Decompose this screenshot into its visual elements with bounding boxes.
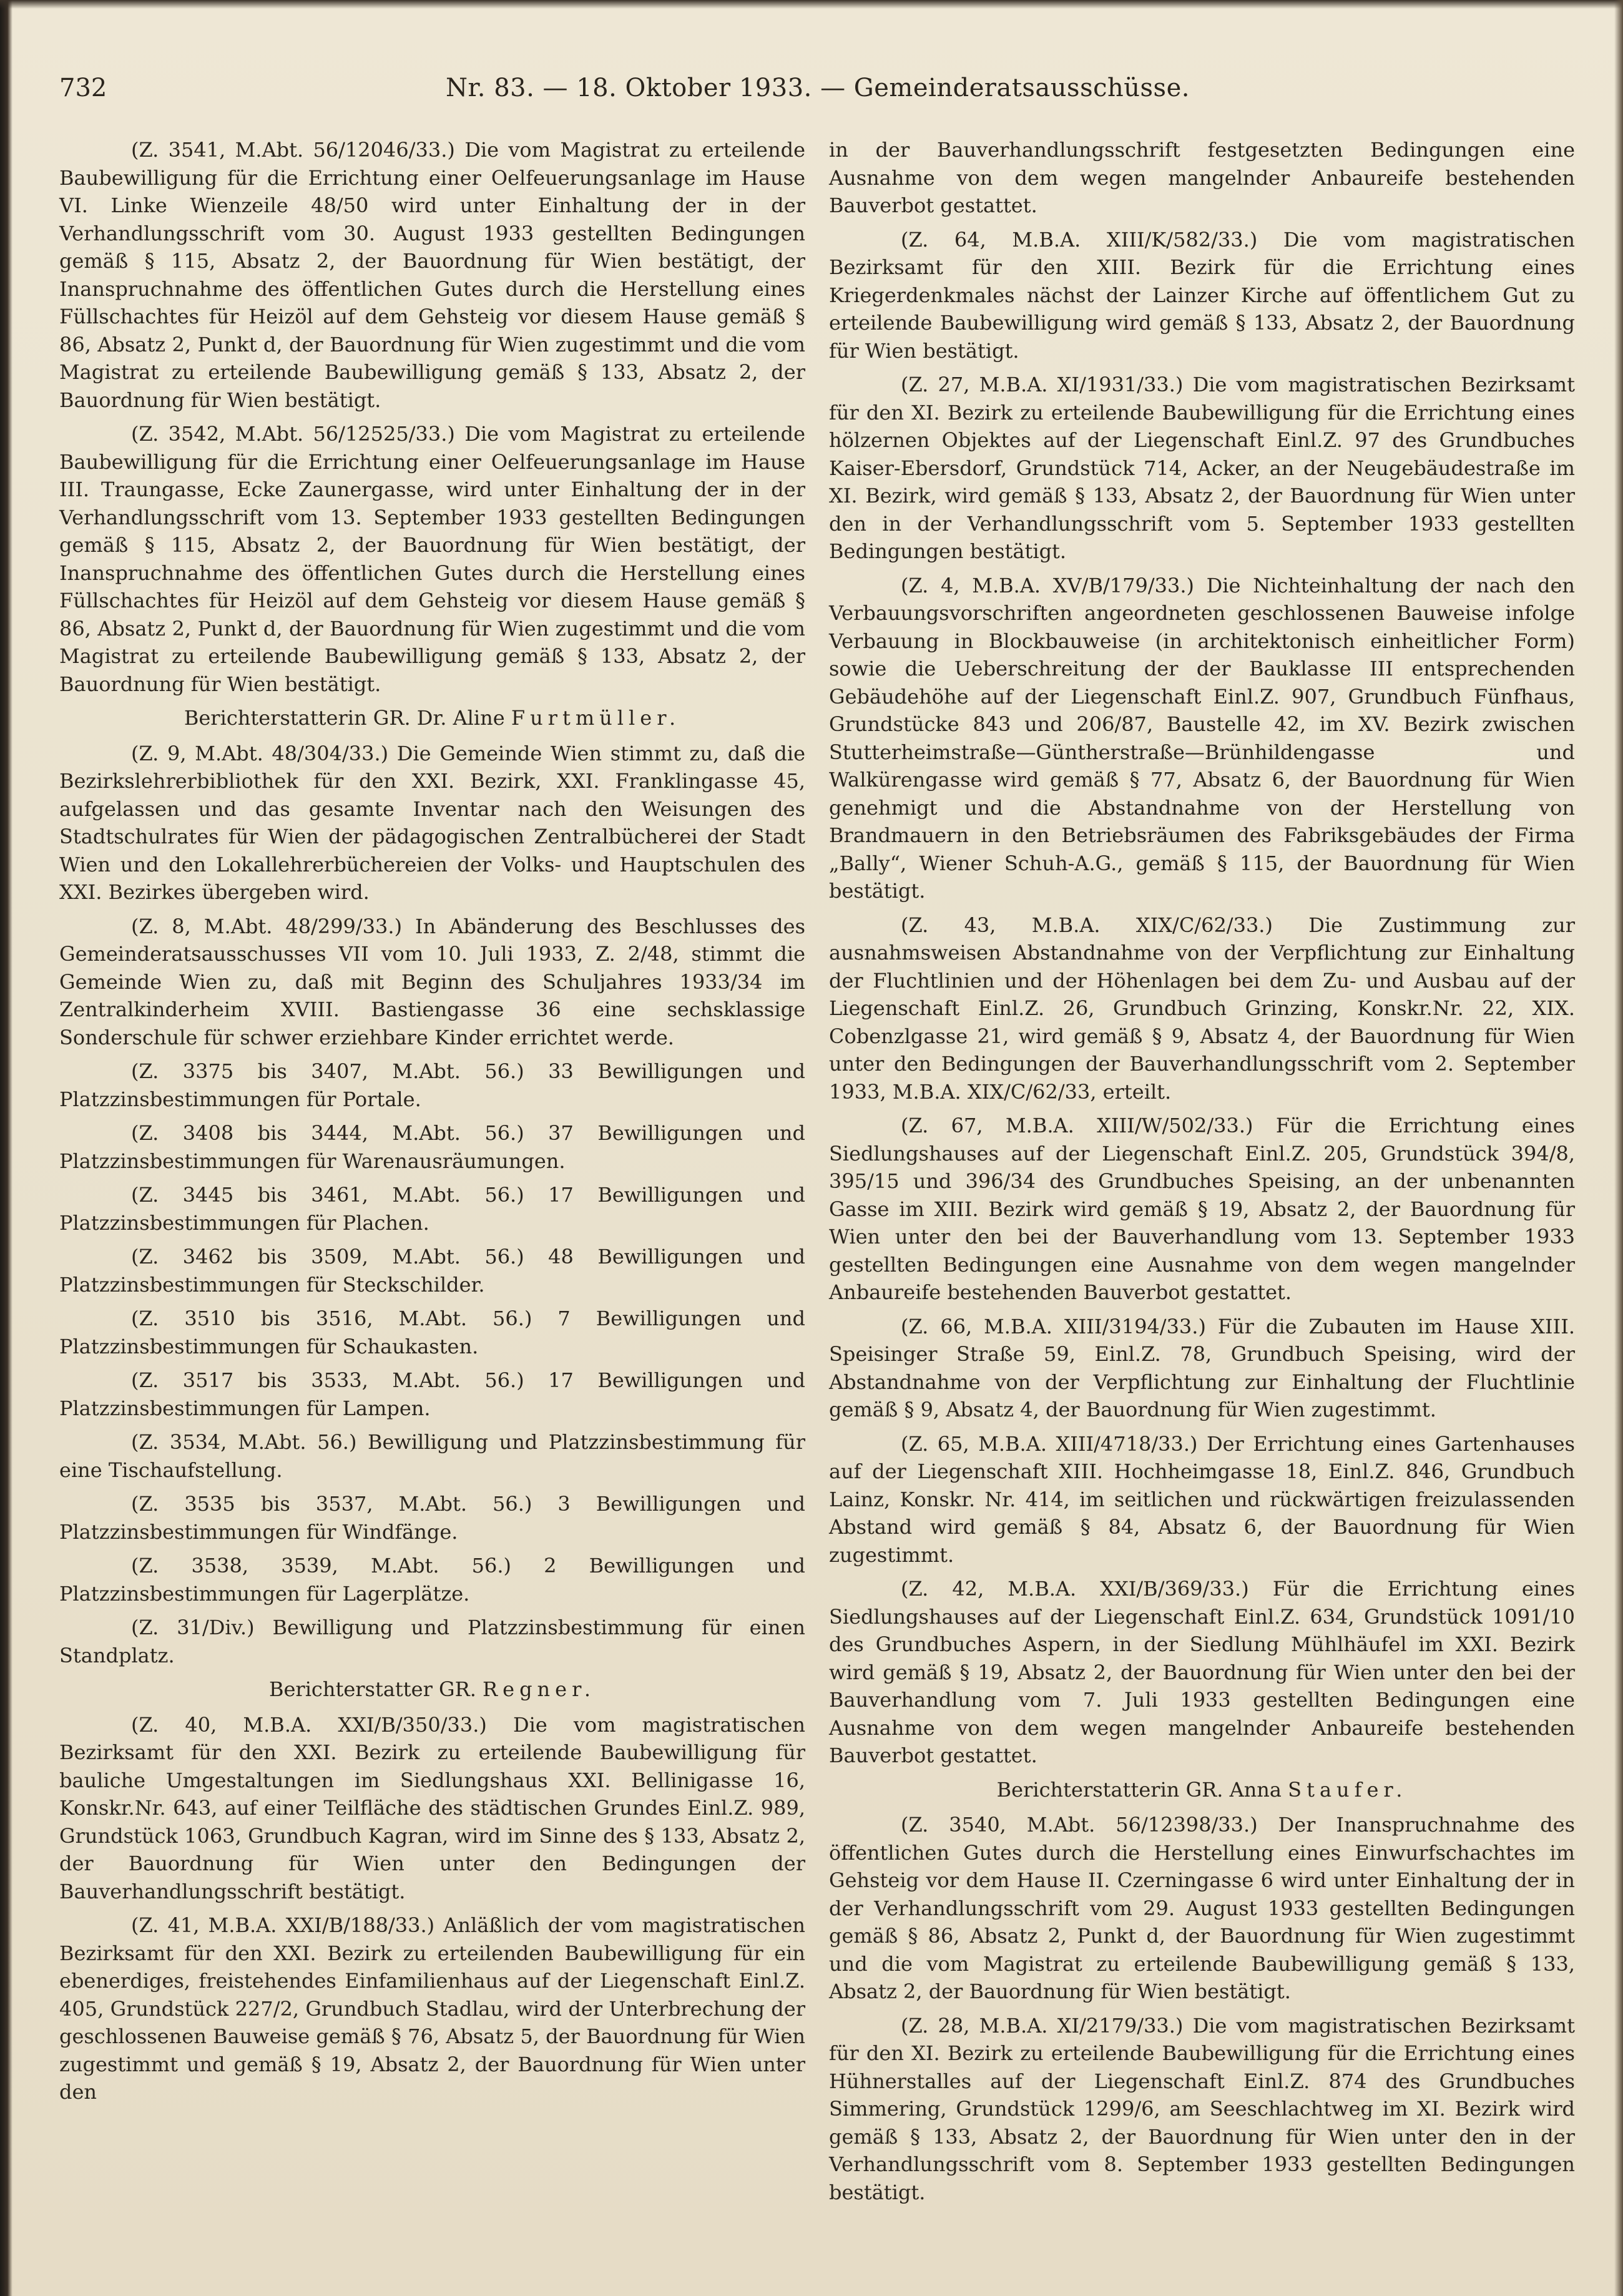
rapporteur-prefix: Berichterstatterin GR. Dr. Aline [184, 706, 505, 730]
paragraph: (Z. 28, M.B.A. XI/2179/33.) Die vom magistratischen Bezirksamt für den XI. Bezirk zu erteilende Baubewilligung für die Errichtung eines Hühnerstalles auf der Liegenschaft Einl.Z. 874 des Grundbuches Simmering, Grundstück 1299/6, am Seeschlachtweg im XI. Bezirk wird gemäß § 133, Absatz 2, der Bauordnung für Wien unter den in der Verhandlungsschrift vom 8. September 1933 gestellten Bedingungen bestätigt. [829, 2013, 1575, 2204]
rapporteur-name: Staufer. [1288, 1777, 1408, 1802]
rapporteur-prefix: Berichterstatterin GR. Anna [996, 1777, 1282, 1802]
paragraph: (Z. 27, M.B.A. XI/1931/33.) Die vom magistratischen Bezirksamt für den XI. Bezirk zu erteilende Baubewilligung für die Errichtung eines hölzernen Objektes auf der Liegenschaft Einl.Z. 97 des Grundbuches Kaiser-Ebersdorf, Grundstück 714, Acker, an der Neugebäudestraße im XI. Bezirk, wird gemäß § 133, Absatz 2, der Bauordnung für Wien unter den in der Verhandlungsschrift vom 5. September 1933 gestellten Bedingungen bestätigt. [829, 373, 1575, 563]
paragraph-continuation: in der Bauverhandlungsschrift festgesetzten Bedingungen eine Ausnahme von dem wegen mangelnder Anbaureife bestehenden Bauverbot gestattet. [829, 138, 1575, 217]
paragraph: (Z. 3408 bis 3444, M.Abt. 56.) 37 Bewilligungen und Platzzinsbestimmungen für Warenausräumungen. [59, 1121, 805, 1173]
paragraph: (Z. 8, M.Abt. 48/299/33.) In Abänderung des Beschlusses des Gemeinderatsausschusses VII vom 10. Juli 1933, Z. 2/48, stimmt die Gemeinde Wien zu, daß mit Beginn des Schuljahres 1933/34 im Zentralkinderheim XVIII. Bastiengasse 36 eine sechsklassige Sonderschule für schwer erziehbare Kinder errichtet werde. [59, 914, 805, 1049]
paragraph: (Z. 4, M.B.A. XV/B/179/33.) Die Nichteinhaltung der nach den Verbauungsvorschriften angeordneten geschlossenen Bauweise infolge Verbauung in Blockbauweise (in architektonisch einheitlicher Form) sowie die Ueberschreitung der der Bauklasse III entsprechenden Gebäudehöhe auf der Liegenschaft Einl.Z. 907, Grundbuch Fünfhaus, Grundstücke 843 und 206/87, Baustelle 42, im XV. Bezirk zwischen Stutterheimstraße—Güntherstraße—Brünhildengasse und Walkürengasse wird gemäß § 77, Absatz 6, der Bauordnung für Wien genehmigt und die Abstandnahme von der Herstellung von Brandmauern in den Betriebsräumen des Fabriksgebäudes der Firma „Bally“, Wiener Schuh-A.G., gemäß § 115, der Bauordnung für Wien bestätigt. [829, 573, 1575, 903]
paragraph: (Z. 3540, M.Abt. 56/12398/33.) Der Inanspruchnahme des öffentlichen Gutes durch die Herstellung eines Einwurfschachtes im Gehsteig vor dem Hause II. Czerningasse 6 wird unter Einhaltung der in der Verhandlungsschrift vom 29. August 1933 gestellten Bedingungen gemäß § 86, Absatz 2, Punkt d, der Bauordnung für Wien zugestimmt und die vom Magistrat zu erteilende Baubewilligung gemäß § 133, Absatz 2, der Bauordnung für Wien bestätigt. [829, 1813, 1575, 2003]
scan-border-top [0, 0, 1623, 9]
page-number: 732 [59, 74, 107, 102]
scan-border-right [1614, 0, 1623, 2296]
paragraph: (Z. 3538, 3539, M.Abt. 56.) 2 Bewilligungen und Platzzinsbestimmungen für Lagerplätze. [59, 1554, 805, 1606]
paragraph: (Z. 40, M.B.A. XXI/B/350/33.) Die vom magistratischen Bezirksamt für den XXI. Bezirk zu erteilende Baubewilligung für bauliche Umgestaltungen im Siedlungshaus XXI. Bellinigasse 16, Konskr.Nr. 643, auf einer Teilfläche des städtischen Grundes Einl.Z. 989, Grundstück 1063, Grundbuch Kagran, wird im Sinne des § 133, Absatz 2, der Bauordnung für Wien unter den Bedingungen der Bauverhandlungsschrift bestätigt. [59, 1712, 805, 1903]
rapporteur-name: Furtmüller. [511, 706, 681, 730]
left-column [59, 136, 805, 2112]
paragraph: (Z. 3462 bis 3509, M.Abt. 56.) 48 Bewilligungen und Platzzinsbestimmungen für Steckschilder. [59, 1245, 805, 1297]
paragraph: (Z. 3517 bis 3533, M.Abt. 56.) 17 Bewilligungen und Platzzinsbestimmungen für Lampen. [59, 1368, 805, 1420]
paragraph: (Z. 65, M.B.A. XIII/4718/33.) Der Errichtung eines Gartenhauses auf der Liegenschaft XIII. Hochheimgasse 18, Einl.Z. 846, Grundbuch Lainz, Konskr. Nr. 414, im seitlichen und rückwärtigen freizulassenden Abstand wird gemäß § 84, Absatz 6, der Bauordnung für Wien zugestimmt. [829, 1431, 1575, 1567]
paragraph: (Z. 66, M.B.A. XIII/3194/33.) Für die Zubauten im Hause XIII. Speisinger Straße 59, Einl.Z. 78, Grundbuch Speising, wird der Abstandnahme von der Verpflichtung zur Einhaltung der Fluchtlinie gemäß § 9, Absatz 4, der Bauordnung für Wien zugestimmt. [829, 1314, 1575, 1421]
paragraph: (Z. 3541, M.Abt. 56/12046/33.) Die vom Magistrat zu erteilende Baubewilligung für die Errichtung einer Oelfeuerungsanlage im Hause VI. Linke Wienzeile 48/50 wird unter Einhaltung der in der Verhandlungsschrift vom 30. August 1933 gestellten Bedingungen gemäß § 115, Absatz 2, der Bauordnung für Wien bestätigt, der Inanspruchnahme des öffentlichen Gutes durch die Herstellung eines Füllschachtes für Heizöl auf dem Gehsteig vor diesem Hause gemäß § 86, Absatz 2, Punkt d, der Bauordnung für Wien zugestimmt und die vom Magistrat zu erteilende Baubewilligung gemäß § 133, Absatz 2, der Bauordnung für Wien bestätigt. [59, 138, 805, 412]
paragraph: (Z. 3445 bis 3461, M.Abt. 56.) 17 Bewilligungen und Platzzinsbestimmungen für Plachen. [59, 1183, 805, 1235]
page-header [59, 74, 1576, 117]
rapporteur-heading [829, 1776, 1575, 1804]
rapporteur-name: Regner. [483, 1677, 596, 1701]
paragraph: (Z. 3534, M.Abt. 56.) Bewilligung und Platzzinsbestimmung für eine Tischaufstellung. [59, 1430, 805, 1482]
rapporteur-heading [59, 704, 805, 732]
paragraph: (Z. 67, M.B.A. XIII/W/502/33.) Für die Errichtung eines Siedlungshauses auf der Liegenschaft Einl.Z. 205, Grundstück 394/8, 395/15 und 396/34 des Grundbuches Speising, an der unbenannten Gasse im XIII. Bezirk wird gemäß § 19, Absatz 2, der Bauordnung für Wien unter den bei der Bauverhandlung vom 13. September 1933 gestellten Bedingungen eine Ausnahme von dem wegen mangelnder Anbaureife bestehenden Bauverbot gestattet. [829, 1114, 1575, 1304]
paragraph: (Z. 43, M.B.A. XIX/C/62/33.) Die Zustimmung zur ausnahmsweisen Abstandnahme von der Verpflichtung zur Einhaltung der Fluchtlinien und der Höhenlagen bei dem Zu- und Ausbau auf der Liegenschaft Einl.Z. 26, Grundbuch Grinzing, Konskr.Nr. 22, XIX. Cobenzlgasse 21, wird gemäß § 9, Absatz 4, der Bauordnung für Wien unter den Bedingungen der Bauverhandlungsschrift vom 2. September 1933, M.B.A. XIX/C/62/33, erteilt. [829, 913, 1575, 1104]
scan-border-left [0, 0, 12, 2296]
paragraph: (Z. 41, M.B.A. XXI/B/188/33.) Anläßlich der vom magistratischen Bezirksamt für den XXI. Bezirk zu erteilenden Baubewilligung für ein ebenerdiges, freistehendes Einfamilienhaus auf der Liegenschaft Einl.Z. 405, Grundstück 227/2, Grundbuch Stadlau, wird der Unterbrechung der geschlossenen Bauweise gemäß § 76, Absatz 5, der Bauordnung für Wien zugestimmt und gemäß § 19, Absatz 2, der Bauordnung für Wien unter den [59, 1913, 805, 2104]
paragraph: (Z. 31/Div.) Bewilligung und Platzzinsbestimmung für einen Standplatz. [59, 1616, 805, 1667]
paragraph: (Z. 42, M.B.A. XXI/B/369/33.) Für die Errichtung eines Siedlungshauses auf der Liegenschaft Einl.Z. 634, Grundstück 1091/10 des Grundbuches Aspern, in der Siedlung Mühlhäufel im XXI. Bezirk wird gemäß § 19, Absatz 2, der Bauordnung für Wien unter den bei der Bauverhandlung vom 7. Juli 1933 gestellten Bedingungen eine Ausnahme von dem wegen mangelnder Anbaureife bestehenden Bauverbot gestattet. [829, 1577, 1575, 1767]
right-column [829, 136, 1575, 2212]
paragraph: (Z. 3375 bis 3407, M.Abt. 56.) 33 Bewilligungen und Platzzinsbestimmungen für Portale. [59, 1059, 805, 1111]
paragraph: (Z. 64, M.B.A. XIII/K/582/33.) Die vom magistratischen Bezirksamt für den XIII. Bezirk für die Errichtung eines Kriegerdenkmales nächst der Lainzer Kirche auf öffentlichem Gut zu erteilende Baubewilligung wird gemäß § 133, Absatz 2, der Bauordnung für Wien bestätigt. [829, 227, 1575, 363]
paragraph: (Z. 3542, M.Abt. 56/12525/33.) Die vom Magistrat zu erteilende Baubewilligung für die Errichtung einer Oelfeuerungsanlage im Hause III. Traungasse, Ecke Zaunergasse, wird unter Einhaltung der in der Verhandlungsschrift vom 13. September 1933 gestellten Bedingungen gemäß § 115, Absatz 2, der Bauordnung für Wien bestätigt, der Inanspruchnahme des öffentlichen Gutes durch die Herstellung eines Füllschachtes für Heizöl auf dem Gehsteig vor diesem Hause gemäß § 86, Absatz 2, Punkt d, der Bauordnung für Wien zugestimmt und die vom Magistrat zu erteilende Baubewilligung gemäß § 133, Absatz 2, der Bauordnung für Wien bestätigt. [59, 422, 805, 696]
running-head: Nr. 83. — 18. Oktober 1933. — Gemeinderatsausschüsse. [446, 74, 1190, 102]
rapporteur-heading [59, 1675, 805, 1704]
paragraph: (Z. 3535 bis 3537, M.Abt. 56.) 3 Bewilligungen und Platzzinsbestimmungen für Windfänge. [59, 1492, 805, 1544]
rapporteur-prefix: Berichterstatter GR. [268, 1677, 476, 1701]
paragraph: (Z. 3510 bis 3516, M.Abt. 56.) 7 Bewilligungen und Platzzinsbestimmungen für Schaukasten. [59, 1307, 805, 1358]
paragraph: (Z. 9, M.Abt. 48/304/33.) Die Gemeinde Wien stimmt zu, daß die Bezirkslehrerbibliothek für den XXI. Bezirk, XXI. Franklingasse 45, aufgelassen und das gesamte Inventar nach den Weisungen des Stadtschulrates für Wien der pädagogischen Zentralbücherei der Stadt Wien und den Lokallehrerbüchereien der Volks- und Hauptschulen des XXI. Bezirkes übergeben wird. [59, 741, 805, 904]
